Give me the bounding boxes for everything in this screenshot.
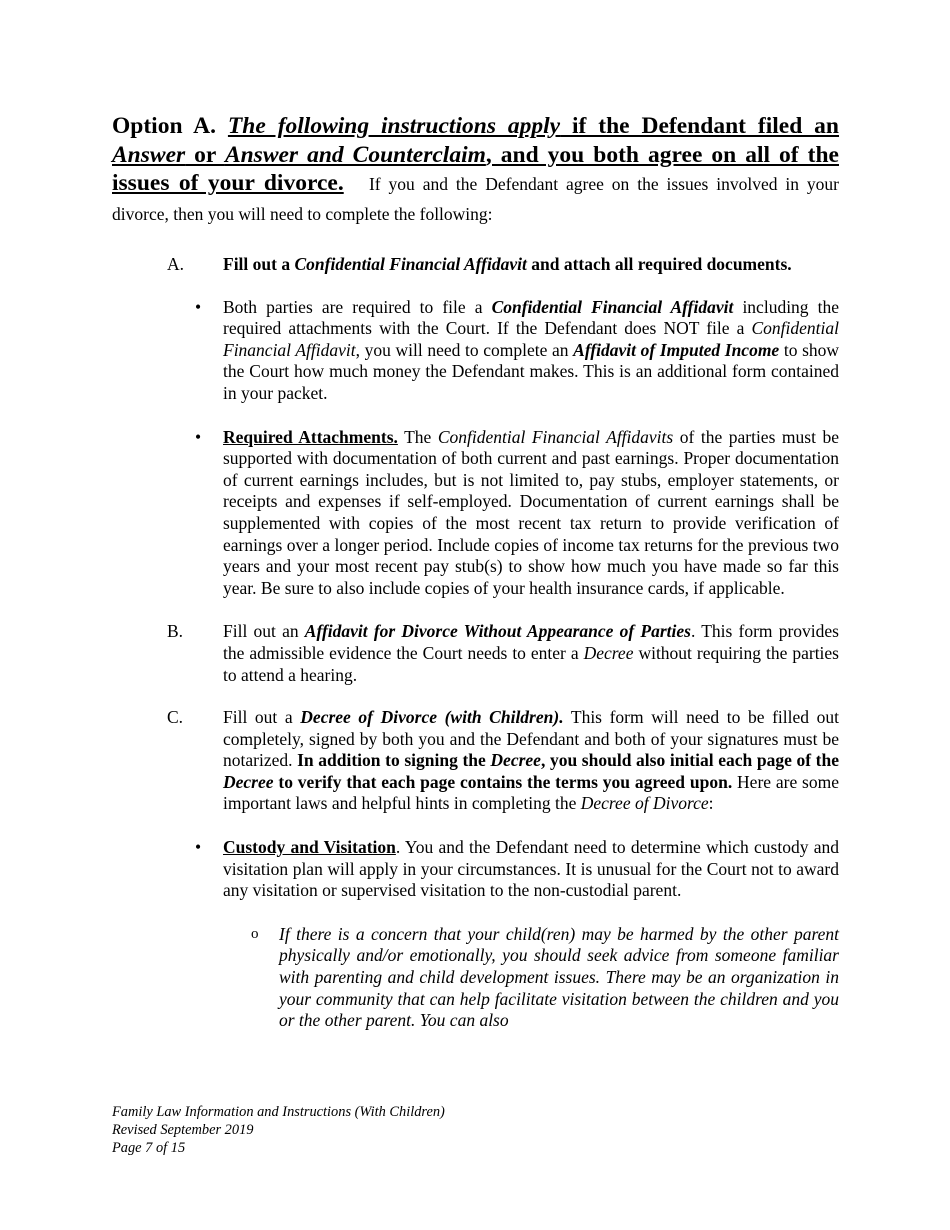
sub-bullet-circle: o [251,925,259,942]
section-a-letter: A. [167,254,185,274]
heading-intro: If you and the Defendant agree on the issues involved in your divorce, then you will need to complete the following: [112,174,840,224]
section-b-letter: B. [167,621,184,642]
section-a-bullet-1: • Both parties are required to file a Confidential Financial Affidavit including the required attachments with the Court. If the Defendant does NOT file a Confidential Financial Affidavit, you will need to complete an Affidavit of Imputed Income to show the Court how much money the Defendant makes. This is an additional form contained in your packet. [195,296,840,403]
section-c: C. Fill out a Decree of Divorce (with Children). This form will need to be filled out completely, signed by both you and the Defendant and both of your signatures must be notarized. In addition to signing the Decree, you should also initial each page of the Decree to verify that each page contains the terms you agreed upon. Here are some important laws and helpful hints in completing the Decree of Divorce: [167,707,839,814]
section-a-bullet-2: • Required Attachments. The Confidential Financial Affidavits of the parties must be supported with documentation of both current and past earnings. Proper documentation of current earnings includes, but is not limited to, pay stubs, employer statements, or receipts and expenses if self-employed. Documentation of current earnings shall be supplemented with copies of the most recent tax return to provide verification of earnings over a longer period. Include copies of income tax returns for the previous two years and your most recent pay stub(s) to show how much you have made so far this year. Be sure to also include copies of your health insurance cards, if applicable. [195,426,839,598]
page-footer [112,1103,445,1157]
option-heading: Option A. The following instructions apply if the Defendant filed an Answer or Answer and Counterclaim, and you both agree on all of the issues of your divorce. If you and the Defendant agree on the issues involved in your divorce, then you will need to complete the following: [112,113,840,224]
footer-title: Family Law Information and Instructions (With Children) [112,1104,445,1120]
section-c-sub-bullet-1: o If there is a concern that your child(ren) may be harmed by the other parent physically and/or emotionally, you should seek advice from someone familiar with parenting and child development issues. There may be an organization in your community that can help facilitate visitation between the children and you or the other parent. You can also [251,923,839,1031]
section-b: B. Fill out an Affidavit for Divorce Without Appearance of Parties. This form provides the admissible evidence the Court needs to enter a Decree without requiring the parties to attend a hearing. [167,621,839,685]
footer-revised: Revised September 2019 [112,1122,254,1138]
section-c-letter: C. [167,707,184,728]
required-attachments-title: Required Attachments. [223,426,398,447]
bullet-dot: • [195,296,202,317]
bullet-dot: • [195,837,202,858]
bullet-dot: • [195,426,202,447]
option-lead: Option A. [112,113,216,139]
section-c-bullet-1: • Custody and Visitation. You and the Defendant need to determine which custody and visitation plan will apply in your circumstances. It is unusual for the Court not to award any visitation or supervised visitation to the non-custodial parent. [195,837,839,901]
custody-visitation-title: Custody and Visitation [223,837,396,858]
document-page [112,112,839,1032]
heading-phrase: The following instructions apply [227,113,561,139]
footer-page-number: Page 7 of 15 [112,1140,186,1156]
section-a: A. Fill out a Confidential Financial Affidavit and attach all required documents. [167,254,792,274]
